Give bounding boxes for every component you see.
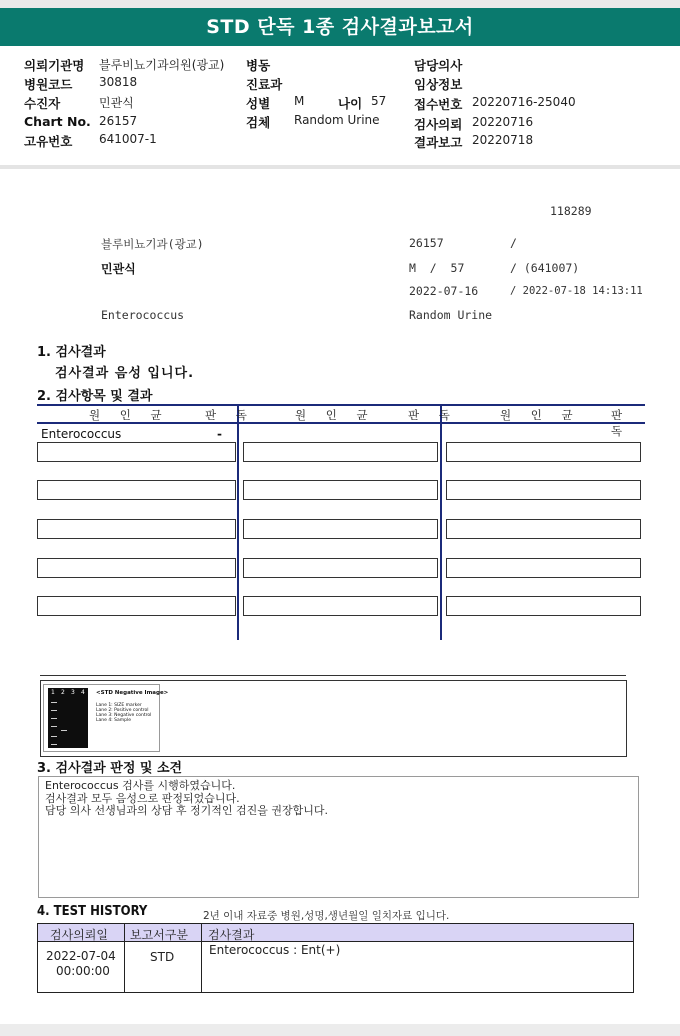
label-patient: 민관식 bbox=[101, 262, 136, 276]
column-divider bbox=[440, 404, 442, 640]
result-judgement: - bbox=[217, 427, 222, 441]
header-label-report-date: 결과보고 bbox=[414, 135, 463, 150]
col-header-pathogen: 원 인 균 bbox=[500, 408, 581, 422]
table-top-rule bbox=[37, 404, 645, 406]
history-date: 2022-07-04 bbox=[46, 949, 116, 963]
label-report-datetime: / 2022-07-18 14:13:11 bbox=[510, 285, 643, 297]
lane-number: 4 bbox=[81, 689, 85, 696]
empty-result-cell bbox=[37, 596, 236, 616]
gel-lanes-image bbox=[48, 688, 88, 748]
label-id-part: / (641007) bbox=[510, 261, 580, 275]
opinion-line: Enterococcus 검사를 시행하였습니다. bbox=[45, 779, 236, 792]
gel-image-thumbnail bbox=[43, 684, 169, 752]
lane-number: 1 bbox=[51, 689, 55, 696]
header-value-age: 57 bbox=[371, 94, 387, 108]
empty-result-cell bbox=[243, 519, 438, 539]
empty-result-cell bbox=[446, 442, 641, 462]
lane-number: 2 bbox=[61, 689, 65, 696]
empty-result-cell bbox=[243, 480, 438, 500]
header-label: Chart No. bbox=[24, 114, 91, 129]
history-header-type: 보고서구분 bbox=[130, 928, 188, 942]
label-specimen: Random Urine bbox=[409, 308, 493, 322]
empty-result-cell bbox=[446, 480, 641, 500]
gel-band bbox=[51, 726, 57, 727]
col-header-pathogen: 원 인 균 bbox=[295, 408, 376, 422]
col-header-judgement: 판 독 bbox=[611, 408, 631, 438]
header-label-ward: 병동 bbox=[246, 58, 271, 73]
header-value-unique-id: 641007-1 bbox=[99, 132, 157, 146]
label-chart: 26157 bbox=[409, 236, 444, 250]
history-result: Enterococcus : Ent(+) bbox=[209, 943, 341, 957]
gel-band bbox=[51, 702, 57, 703]
bottom-margin bbox=[0, 1024, 680, 1036]
label-hospital: 블루비뇨기과(광교) bbox=[101, 237, 204, 251]
header-value-request-date: 20220716 bbox=[472, 115, 534, 129]
history-time: 00:00:00 bbox=[56, 964, 110, 978]
header-row-hospital bbox=[24, 56, 84, 74]
empty-result-cell bbox=[243, 596, 438, 616]
header-label-receipt-no: 접수번호 bbox=[414, 97, 463, 112]
empty-result-cell bbox=[446, 558, 641, 578]
gel-band bbox=[51, 744, 57, 745]
gel-legend-line: Lane 2: Positive control bbox=[96, 708, 149, 713]
header-value-patient: 민관식 bbox=[99, 96, 134, 110]
header-label-clinical-info: 임상정보 bbox=[414, 77, 463, 92]
col-header-pathogen: 원 인 균 bbox=[89, 408, 170, 422]
gel-legend-line: Lane 3: Negative control bbox=[96, 713, 152, 718]
col-header-judgement: 판 독 bbox=[205, 408, 255, 422]
header-value-sex: M bbox=[294, 94, 305, 108]
gel-frame-rule bbox=[40, 675, 626, 676]
history-col-divider bbox=[201, 924, 202, 992]
gel-band bbox=[51, 736, 57, 737]
header-value-receipt-no: 20220716-25040 bbox=[472, 95, 576, 109]
header-label-sex: 성별 bbox=[246, 96, 271, 111]
opinion-line: 검사결과 모두 음성으로 판정되었습니다. bbox=[45, 791, 240, 805]
col-header-judgement: 판 독 bbox=[408, 408, 458, 422]
label-number: 118289 bbox=[550, 204, 592, 218]
gel-band bbox=[61, 730, 67, 731]
header-value-hospital-code: 30818 bbox=[99, 75, 138, 89]
header-divider bbox=[0, 165, 680, 169]
history-report-type: STD bbox=[150, 950, 175, 964]
history-col-divider bbox=[124, 924, 125, 992]
section4-note: 2년 이내 자료중 병원,성명,생년월일 일치자료 입니다. bbox=[203, 910, 450, 922]
column-divider bbox=[237, 404, 239, 640]
empty-result-cell bbox=[243, 558, 438, 578]
report-title: STD 단독 1종 검사결과보고서 bbox=[0, 8, 680, 46]
lane-number: 3 bbox=[71, 689, 75, 696]
header-label-doctor: 담당의사 bbox=[414, 58, 463, 73]
top-margin bbox=[0, 0, 680, 8]
header-label-request-date: 검사의뢰 bbox=[414, 117, 463, 132]
header-label-specimen: 검체 bbox=[246, 115, 271, 130]
header-label: 고유번호 bbox=[24, 134, 73, 149]
section3-title: 3. 검사결과 판정 및 소견 bbox=[37, 761, 183, 776]
gel-legend-line: Lane 1: SIZE marker bbox=[96, 703, 142, 708]
header-label: 의뢰기관명 bbox=[24, 58, 85, 73]
opinion-line: 담당 의사 선생님과의 상담 후 정기적인 검진을 권장합니다. bbox=[45, 804, 328, 817]
gel-image-title: <STD Negative Image> bbox=[96, 690, 169, 696]
history-header-date: 검사의뢰일 bbox=[50, 928, 108, 942]
header-label: 병원코드 bbox=[24, 77, 73, 92]
label-sex-age: M / 57 bbox=[409, 261, 465, 275]
result-pathogen-name: Enterococcus bbox=[41, 427, 122, 441]
header-value-report-date: 20220718 bbox=[472, 133, 534, 147]
empty-result-cell bbox=[37, 519, 236, 539]
empty-result-cell bbox=[37, 442, 236, 462]
empty-result-cell bbox=[37, 480, 236, 500]
history-header-row bbox=[38, 924, 633, 942]
header-label-dept: 진료과 bbox=[246, 77, 283, 92]
header-value-specimen: Random Urine bbox=[294, 113, 380, 127]
gel-legend-line: Lane 4: Sample bbox=[96, 718, 131, 723]
results-table bbox=[37, 404, 645, 640]
empty-result-cell bbox=[243, 442, 438, 462]
section1-summary: 검사결과 음성 입니다. bbox=[55, 366, 195, 381]
history-header-result: 검사결과 bbox=[208, 928, 255, 942]
header-label: 수진자 bbox=[24, 96, 61, 111]
empty-result-cell bbox=[37, 558, 236, 578]
gel-band bbox=[51, 710, 57, 711]
header-value-hospital: 블루비뇨기과의원(광교) bbox=[99, 58, 225, 72]
label-slash: / bbox=[510, 236, 517, 250]
gel-band bbox=[51, 718, 57, 719]
empty-result-cell bbox=[446, 596, 641, 616]
section1-title: 1. 검사결과 bbox=[37, 345, 106, 360]
header-label-age: 나이 bbox=[338, 96, 363, 111]
empty-result-cell bbox=[446, 519, 641, 539]
opinion-box bbox=[38, 776, 639, 898]
header-value-chart-no: 26157 bbox=[99, 114, 138, 128]
label-request-date: 2022-07-16 bbox=[409, 284, 479, 298]
history-table bbox=[37, 923, 634, 993]
section4-title: 4. TEST HISTORY bbox=[37, 904, 148, 919]
label-test: Enterococcus bbox=[101, 308, 185, 322]
section2-title: 2. 검사항목 및 결과 bbox=[37, 389, 153, 404]
